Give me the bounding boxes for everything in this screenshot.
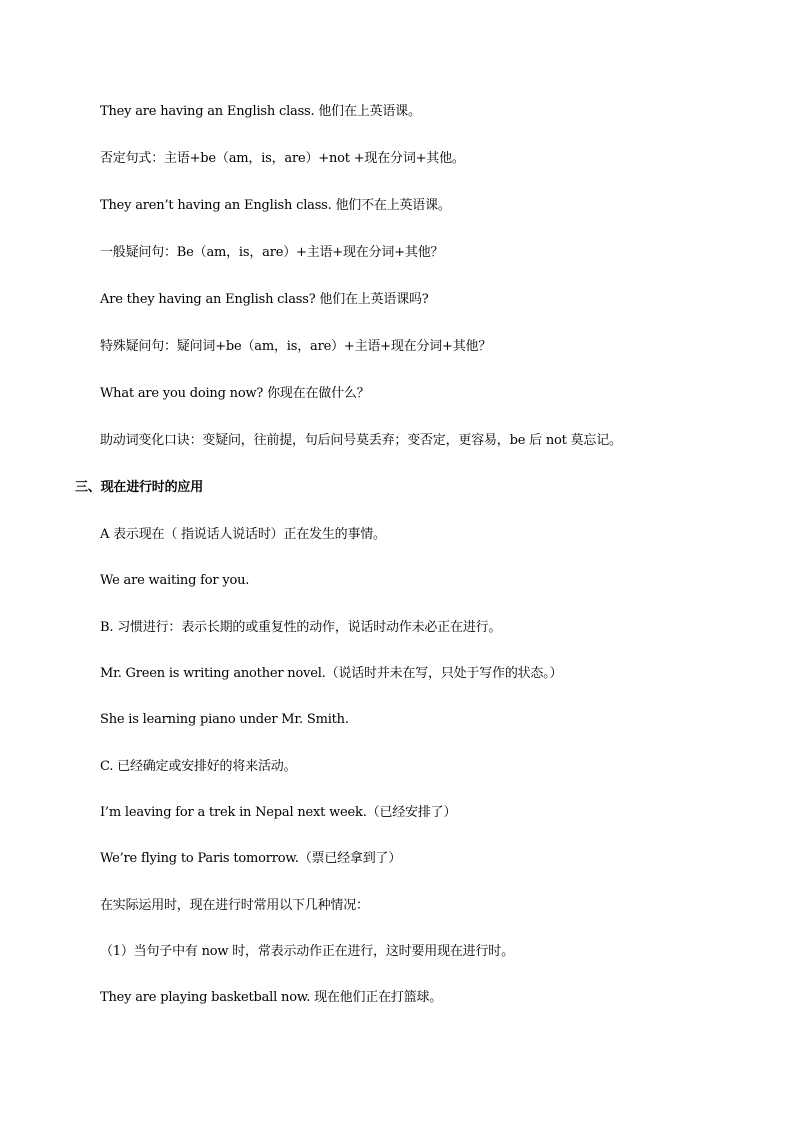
negative-example: They aren’t having an English class. 他们不在上英语课。 (100, 198, 451, 213)
negative-form-rule: 否定句式：主语+be（am，is，are）+not +现在分词+其他。 (100, 151, 465, 166)
usage-b: B. 习惯进行：表示长期的或重复性的动作，说话时动作未必正在进行。 (100, 620, 502, 635)
special-question-rule: 特殊疑问句：疑问词+be（am，is，are）+主语+现在分词+其他？ (100, 339, 492, 354)
general-question-example: Are they having an English class? 他们在上英语课吗? (100, 292, 429, 307)
practical-usage-intro: 在实际运用时，现在进行时常用以下几种情况： (100, 898, 369, 913)
auxiliary-mnemonic: 助动词变化口诀：变疑问，往前提，句后问号莫丢弃；变否定，更容易，be 后 not 莫忘记。 (100, 433, 622, 448)
case-1-example: They are playing basketball now. 现在他们正在打篮球。 (100, 990, 443, 1005)
usage-c-example-2: We’re flying to Paris tomorrow.（票已经拿到了） (100, 851, 402, 866)
usage-a: A 表示现在（ 指说话人说话时）正在发生的事情。 (100, 527, 386, 542)
usage-b-example-2: She is learning piano under Mr. Smith. (100, 712, 349, 727)
usage-b-example-1: Mr. Green is writing another novel.（说话时并未在写，只处于写作的状态。） (100, 666, 563, 681)
special-question-example: What are you doing now? 你现在在做什么？ (100, 386, 370, 401)
section-heading: 三、现在进行时的应用 (75, 480, 204, 495)
example-sentence: They are having an English class. 他们在上英语课。 (100, 104, 421, 119)
usage-c-example-1: I’m leaving for a trek in Nepal next week.（已经安排了） (100, 805, 457, 820)
usage-c: C. 已经确定或安排好的将来活动。 (100, 759, 297, 774)
usage-a-example: We are waiting for you. (100, 573, 250, 588)
general-question-rule: 一般疑问句：Be（am，is，are）+主语+现在分词+其他？ (100, 245, 444, 260)
case-1-now: （1）当句子中有 now 时，常表示动作正在进行，这时要用现在进行时。 (100, 944, 514, 959)
